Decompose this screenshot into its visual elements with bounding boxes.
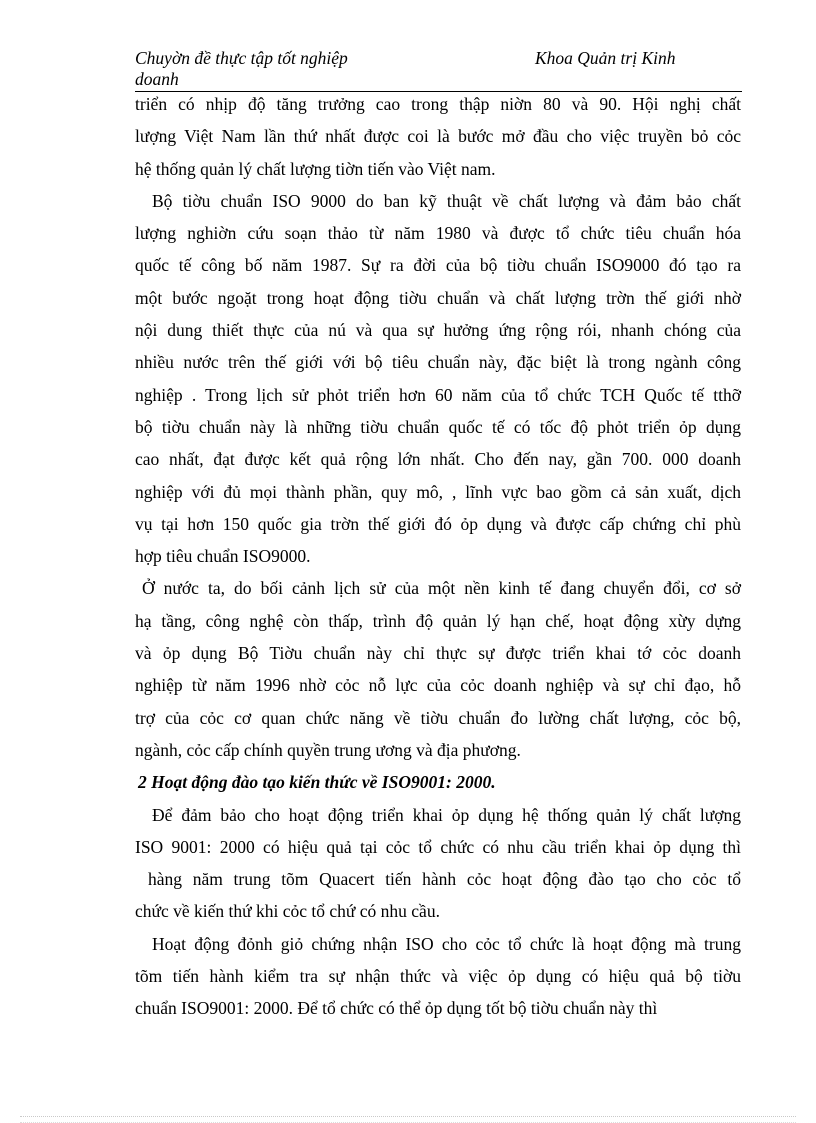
text-line: triển có nhịp độ tăng trưởng cao trong thập niờn 80 và 90. Hội nghị chất xyxy=(135,94,741,114)
text-line: bộ tiờu chuẩn này là những tiờu chuẩn quốc tế có tốc độ phỏt triển ỏp dụng xyxy=(135,416,741,437)
paragraph-3 xyxy=(135,572,741,766)
text-line: Bộ tiờu chuẩn ISO 9000 do ban kỹ thuật về chất lượng và đảm bảo chất xyxy=(152,190,741,211)
text-line: Hoạt động đỏnh giỏ chứng nhận ISO cho cỏc tổ chức là hoạt động mà trung xyxy=(152,933,741,954)
text-line: ISO 9001: 2000 có hiệu quả tại cỏc tổ chức có nhu cầu triển khai ỏp dụng thì xyxy=(135,836,741,857)
text-line: ngành, cỏc cấp chính quyền trung ương và địa phương. xyxy=(135,739,521,760)
header-right-title: Khoa Quản trị Kinh xyxy=(535,48,676,68)
text-line: nhiều nước trên thế giới với bộ tiêu chuẩn này, đặc biệt là trong ngành công xyxy=(135,352,741,373)
header-left-title: Chuyờn đề thực tập tốt nghiệp doanh xyxy=(135,48,348,89)
text-line: trợ của cỏc cơ quan chức năng về tiờu chuẩn đo lường chất lượng, cỏc bộ, xyxy=(135,707,741,728)
section-heading: 2 Hoạt động đào tạo kiến thức về ISO9001: 2000. xyxy=(138,772,496,793)
text-line: hệ thống quản lý chất lượng tiờn tiến vào Việt nam. xyxy=(135,158,496,179)
text-line: cao nhất, đạt được kết quả rộng lớn nhất. Cho đến nay, gần 700. 000 doanh xyxy=(135,449,741,470)
text-line: tõm tiến hành kiểm tra sự nhận thức và việc ỏp dụng có hiệu quả bộ tiờu xyxy=(135,966,741,987)
text-line: nội dung thiết thực của nú và qua sự hưởng ứng rộng rói, nhanh chóng của xyxy=(135,320,741,341)
text-line: và ỏp dụng Bộ Tiờu chuẩn này chỉ thực sự được triển khai tớ cỏc doanh xyxy=(135,643,741,664)
text-line: quốc tế công bố năm 1987. Sự ra đời của bộ tiờu chuẩn ISO9000 đó tạo ra xyxy=(135,255,741,276)
text-line: chức về kiến thứ khi cỏc tổ chứ có nhu cầu. xyxy=(135,901,440,922)
paragraph-5 xyxy=(135,928,741,1025)
text-line: hàng năm trung tõm Quacert tiến hành cỏc hoạt động đào tạo cho cỏc tổ xyxy=(148,869,741,890)
paragraph-4 xyxy=(135,799,741,928)
text-line: hợp tiêu chuẩn ISO9000. xyxy=(135,546,311,567)
text-line: nghiệp từ năm 1996 nhờ cỏc nỗ lực của cỏc doanh nghiệp và sự chỉ đạo, hỗ xyxy=(135,675,741,696)
text-line: lượng nghiờn cứu soạn thảo từ năm 1980 và được tổ chức tiêu chuẩn hóa xyxy=(135,223,741,244)
text-line: nghiệp với đủ mọi thành phần, quy mô, , lĩnh vực bao gồm cả sản xuất, dịch xyxy=(135,481,741,502)
paragraph-1 xyxy=(135,88,741,185)
text-line: lượng Việt Nam lần thứ nhất được coi là bước mở đầu cho việc truyền bỏ cỏc xyxy=(135,126,741,147)
text-line: một bước ngoặt trong hoạt động tiờu chuẩn và chất lượng trờn thế giới nhờ xyxy=(135,287,741,308)
paragraph-2 xyxy=(135,185,741,573)
text-line: chuẩn ISO9001: 2000. Để tổ chức có thể ỏp dụng tốt bộ tiờu chuẩn này thì xyxy=(135,998,658,1019)
text-line: vụ tại hơn 150 quốc gia trờn thế giới đó ỏp dụng và được cấp chứng chỉ phù xyxy=(135,513,741,534)
text-line: nghiệp . Trong lịch sử phỏt triển hơn 60 năm của tổ chức TCH Quốc tế tthỡ xyxy=(135,384,741,405)
text-line: hạ tầng, công nghệ còn thấp, trình độ quản lý hạn chế, hoạt động xừy dựng xyxy=(135,610,741,631)
text-line: Để đảm bảo cho hoạt động triển khai ỏp dụng hệ thống quản lý chất lượng xyxy=(152,804,741,825)
page-border-dotted xyxy=(20,1116,796,1117)
text-line: Ở nước ta, do bối cảnh lịch sử của một nền kinh tế đang chuyển đổi, cơ sở xyxy=(142,578,741,599)
document-body xyxy=(135,88,741,1025)
